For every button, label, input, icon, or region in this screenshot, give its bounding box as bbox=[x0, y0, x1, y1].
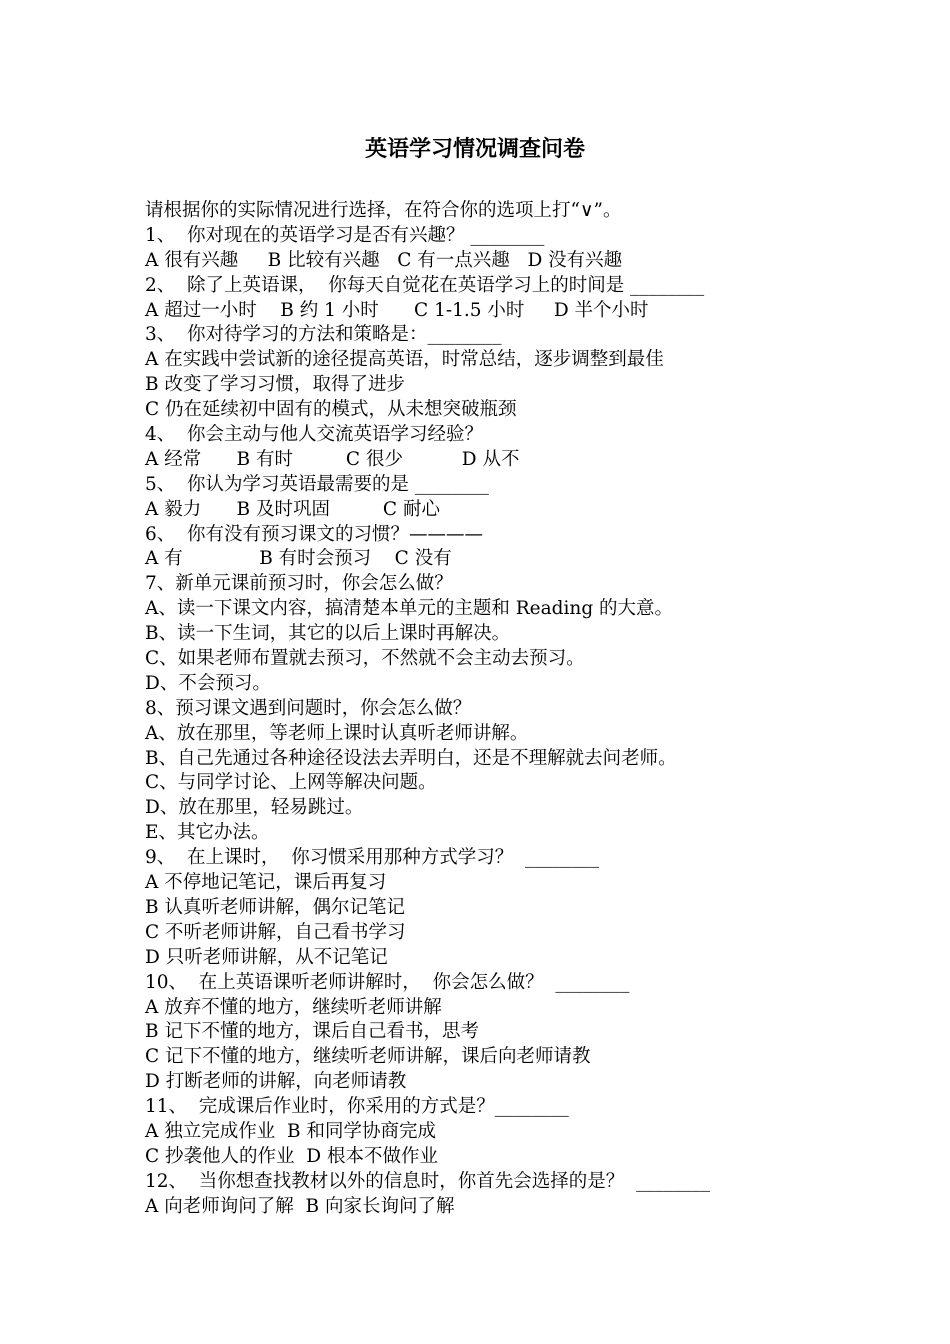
text-line: A 毅力 B 及时巩固 C 耐心 bbox=[145, 498, 440, 520]
text-line: B 改变了学习习惯，取得了进步 bbox=[145, 374, 405, 396]
text-line: A 向老师询问了解 B 向家长询问了解 bbox=[145, 1195, 455, 1217]
text-line: D 只听老师讲解，从不记笔记 bbox=[145, 946, 388, 968]
text-line: A 独立完成作业 B 和同学协商完成 bbox=[145, 1120, 436, 1142]
text-line: 6、 你有没有预习课文的习惯？———— bbox=[145, 523, 484, 545]
text-line: 5、 你认为学习英语最需要的是 ________ bbox=[145, 473, 489, 495]
text-line: 8、预习课文遇到问题时，你会怎么做？ bbox=[145, 697, 472, 719]
text-line: A、放在那里，等老师上课时认真听老师讲解。 bbox=[145, 722, 529, 744]
questionnaire-body bbox=[145, 199, 865, 1220]
text-line: E、其它办法。 bbox=[145, 822, 270, 844]
text-line: A 放弃不懂的地方，继续听老师讲解 bbox=[145, 996, 442, 1018]
text-line: C 仍在延续初中固有的模式，从未想突破瓶颈 bbox=[145, 399, 517, 421]
text-line: A 超过一小时 B 约 1 小时 C 1-1.5 小时 D 半个小时 bbox=[145, 299, 649, 321]
text-line: C、如果老师布置就去预习，不然就不会主动去预习。 bbox=[145, 648, 585, 670]
text-line: A 不停地记笔记，课后再复习 bbox=[145, 872, 387, 894]
text-line: B、自己先通过各种途径设法去弄明白，还是不理解就去问老师。 bbox=[145, 747, 677, 769]
text-line: A 在实践中尝试新的途径提高英语，时常总结，逐步调整到最佳 bbox=[145, 349, 664, 371]
text-line: 2、 除了上英语课， 你每天自觉花在英语学习上的时间是 ________ bbox=[145, 274, 705, 296]
text-line: 11、 完成课后作业时，你采用的方式是？________ bbox=[145, 1096, 569, 1118]
text-line: B、读一下生词，其它的以后上课时再解决。 bbox=[145, 623, 511, 645]
text-line: A 有 B 有时会预习 C 没有 bbox=[145, 548, 452, 570]
text-line: A、读一下课文内容，搞清楚本单元的主题和 Reading 的大意。 bbox=[145, 598, 674, 620]
text-line: 3、 你对待学习的方法和策略是：________ bbox=[145, 324, 502, 346]
text-line: A 经常 B 有时 C 很少 D 从不 bbox=[145, 448, 520, 470]
text-line: C 抄袭他人的作业 D 根本不做作业 bbox=[145, 1145, 439, 1167]
text-line: 10、 在上英语课听老师讲解时， 你会怎么做？ ________ bbox=[145, 971, 630, 993]
text-line: C 记下不懂的地方，继续听老师讲解，课后向老师请教 bbox=[145, 1046, 591, 1068]
text-line: 7、新单元课前预习时，你会怎么做？ bbox=[145, 573, 453, 595]
text-line: C 不听老师讲解，自己看书学习 bbox=[145, 921, 406, 943]
text-line: 9、 在上课时， 你习惯采用那种方式学习？ ________ bbox=[145, 847, 600, 869]
text-line: D、放在那里，轻易跳过。 bbox=[145, 797, 364, 819]
text-line: 1、 你对现在的英语学习是否有兴趣？ ________ bbox=[145, 224, 545, 246]
text-line: B 认真听老师讲解，偶尔记笔记 bbox=[145, 896, 405, 918]
page-title: 英语学习情况调查问卷 bbox=[364, 136, 585, 162]
text-line: A 很有兴趣 B 比较有兴趣 C 有一点兴趣 D 没有兴趣 bbox=[145, 249, 623, 271]
text-line: 4、 你会主动与他人交流英语学习经验？ bbox=[145, 424, 484, 446]
text-line: D 打断老师的讲解，向老师请教 bbox=[145, 1071, 407, 1093]
text-line: 请根据你的实际情况进行选择，在符合你的选项上打“∨”。 bbox=[145, 200, 622, 221]
text-line: 12、 当你想查找教材以外的信息时，你首先会选择的是？ ________ bbox=[145, 1170, 711, 1192]
text-line: C、与同学讨论、上网等解决问题。 bbox=[145, 772, 437, 794]
text-line: B 记下不懂的地方，课后自己看书，思考 bbox=[145, 1021, 479, 1043]
text-line: D、不会预习。 bbox=[145, 672, 271, 694]
